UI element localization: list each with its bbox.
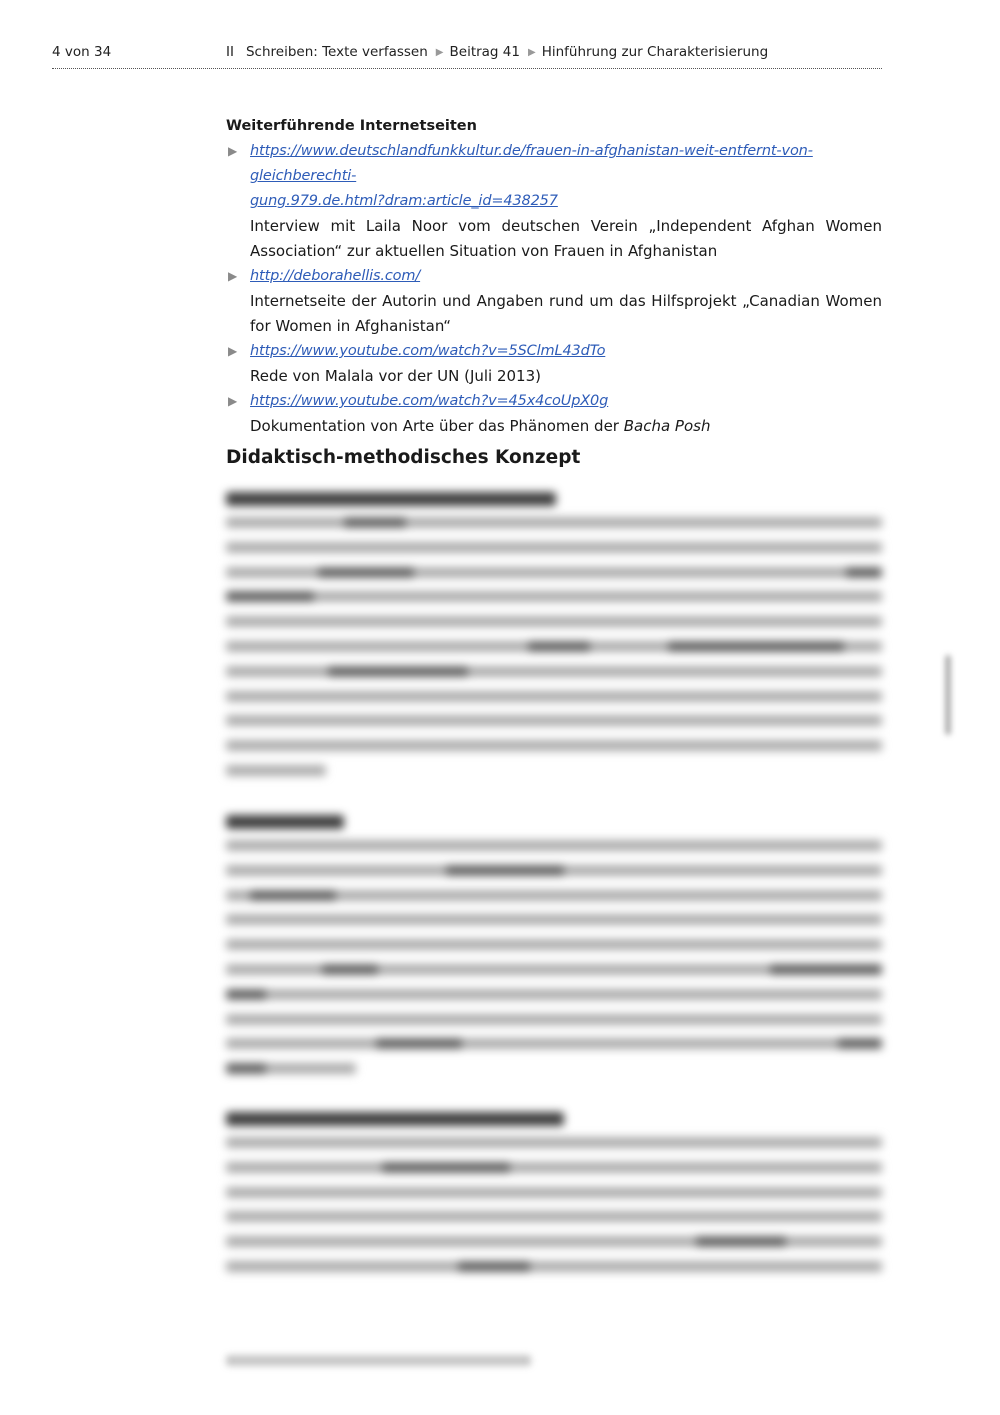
blurred-line [226,691,882,702]
resource-link-line: gung.979.de.html?dram:article_id=438257 [250,193,558,209]
page-number: 4 von 34 [52,44,112,60]
breadcrumb-part: Schreiben: Texte verfassen [245,44,428,60]
resource-link[interactable]: https://www.youtube.com/watch?v=45x4coUpX0g [250,393,609,409]
blurred-line [226,1162,882,1173]
resource-link[interactable]: https://www.youtube.com/watch?v=5SClmL43dTo [250,343,606,359]
page-header [52,44,882,69]
triangle-right-icon: ▶ [228,344,238,358]
blurred-side-note [940,655,956,745]
section-heading: Didaktisch-methodisches Konzept [226,447,581,468]
resource-description: Rede von Malala vor der UN (Juli 2013) [250,367,541,385]
breadcrumb-part: II [226,44,234,60]
resource-item [226,339,882,389]
blurred-line [226,1014,882,1025]
blurred-line [226,964,882,975]
triangle-right-icon: ▶ [228,394,238,408]
blurred-line [226,840,882,851]
triangle-right-icon: ▶ [228,144,238,158]
resources-section [226,114,882,439]
blurred-line [226,567,882,578]
resources-title: Weiterführende Internetseiten [226,118,477,134]
breadcrumb-part: Hinführung zur Charakterisierung [541,44,769,60]
description-italic: Bacha Posh [623,417,711,435]
blurred-line [226,914,882,925]
triangle-right-icon: ▶ [435,47,444,58]
resource-description [250,414,882,439]
resource-item [226,139,882,264]
blurred-line [226,616,882,627]
blurred-line [226,765,326,776]
blurred-line [226,1211,882,1222]
blurred-line [226,1137,882,1148]
blurred-line [226,939,882,950]
blurred-line [226,517,882,528]
resource-item [226,264,882,339]
blurred-line [226,1038,882,1049]
blurred-paragraph [226,492,882,790]
blurred-line [226,591,882,602]
blurred-line [226,1063,356,1074]
blurred-paragraph [226,815,882,1088]
blurred-subheading [226,492,556,506]
blurred-line [226,989,882,1000]
resource-description: Interview mit Laila Noor vom deutschen Verein „Independent Afghan Women Association“ zur aktuellen Situation von Frauen in Afghanistan [250,217,882,260]
resource-link-line: https://www.deutschlandfunkkultur.de/frauen-in-afghanistan-weit-entfernt-von-gleichberechti- [250,143,813,184]
blurred-line [226,865,882,876]
blurred-line [226,890,882,901]
blurred-footer [226,1355,531,1366]
triangle-right-icon: ▶ [228,269,238,283]
blurred-line [226,641,882,652]
blurred-line [226,740,882,751]
blurred-line [226,542,882,553]
blurred-subheading [226,815,344,829]
blurred-paragraph [226,1112,882,1286]
resource-description: Internetseite der Autorin und Angaben rund um das Hilfsprojekt „Canadian Women for Women in Afghanistan“ [250,292,882,335]
resource-link[interactable]: http://deborahellis.com/ [250,268,421,284]
blurred-line [226,1236,882,1247]
breadcrumb-part: Beitrag 41 [449,44,520,60]
breadcrumb [226,44,768,60]
blurred-subheading [226,1112,564,1126]
blurred-line [226,666,882,677]
resource-item [226,389,882,439]
blurred-line [226,1261,882,1272]
blurred-line [226,715,882,726]
description-text: Dokumentation von Arte über das Phänomen der [250,417,624,435]
triangle-right-icon: ▶ [527,47,536,58]
blurred-line [226,1187,882,1198]
resource-link[interactable] [250,139,882,214]
